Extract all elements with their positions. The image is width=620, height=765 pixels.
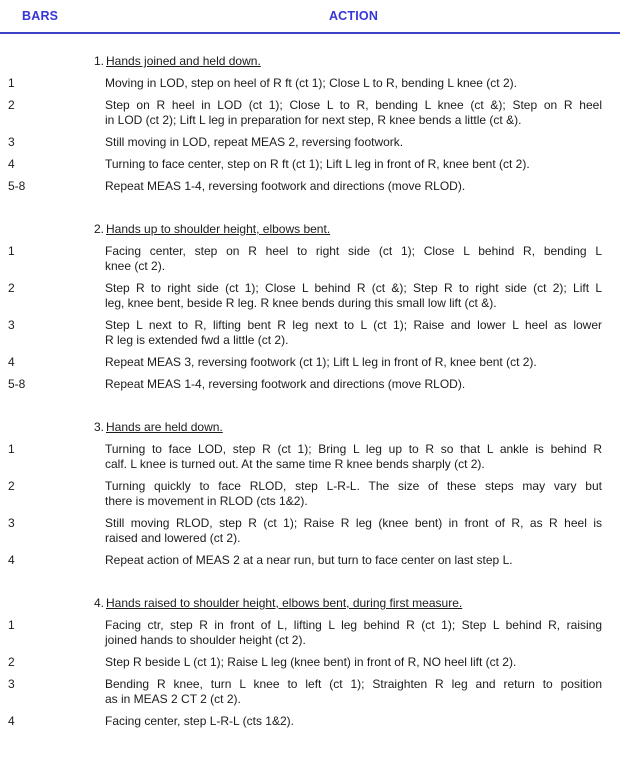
action-line: Turning quickly to face RLOD, step L-R-L. The size of these steps may vary but xyxy=(105,479,602,493)
sections-container xyxy=(0,54,620,729)
section-number: 4. xyxy=(94,596,105,610)
action-cell xyxy=(105,479,602,509)
bars-column-header: BARS xyxy=(22,9,59,23)
action-cell xyxy=(105,377,602,392)
measure-row xyxy=(0,76,620,91)
action-cell xyxy=(105,318,602,348)
section-header xyxy=(94,54,620,69)
action-line: Still moving RLOD, step R (ct 1); Raise R leg (knee bent) in front of R, as R heel is xyxy=(105,516,602,530)
action-line: Facing center, step L-R-L (cts 1&2). xyxy=(105,714,294,728)
action-line: leg, knee bent, beside R leg. R knee bends during this small low lift (ct &). xyxy=(105,296,497,310)
bars-cell: 1 xyxy=(8,618,15,632)
measure-row xyxy=(0,442,620,472)
section-header xyxy=(94,420,620,435)
action-line: calf. L knee is turned out. At the same time R knee bends sharply (ct 2). xyxy=(105,457,485,471)
action-line: Step L next to R, lifting bent R leg next to L (ct 1); Raise and lower L heel as lower xyxy=(105,318,602,332)
action-line: Facing ctr, step R in front of L, lifting L leg behind R (ct 1); Step L behind R, raising xyxy=(105,618,602,632)
table-header xyxy=(0,0,620,34)
action-cell xyxy=(105,442,602,472)
bars-cell: 4 xyxy=(8,157,15,171)
bars-cell: 3 xyxy=(8,516,15,530)
action-cell xyxy=(105,281,602,311)
section-rows xyxy=(0,442,620,568)
action-line: in LOD (ct 2); Lift L leg in preparation for next step, R knee bends a little (ct &). xyxy=(105,113,522,127)
section-rows xyxy=(0,244,620,392)
section-title: Hands raised to shoulder height, elbows bent, during first measure. xyxy=(106,596,463,610)
bars-cell: 2 xyxy=(8,655,15,669)
measure-row xyxy=(0,516,620,546)
bars-cell: 1 xyxy=(8,244,15,258)
section-number: 2. xyxy=(94,222,105,236)
action-line: knee (ct 2). xyxy=(105,259,166,273)
action-line: Repeat MEAS 1-4, reversing footwork and directions (move RLOD). xyxy=(105,377,466,391)
measure-row xyxy=(0,618,620,648)
bars-cell: 3 xyxy=(8,677,15,691)
bars-cell: 3 xyxy=(8,135,15,149)
action-column-header: ACTION xyxy=(328,9,379,23)
action-cell xyxy=(105,714,602,729)
action-line: Bending R knee, turn L knee to left (ct 1); Straighten R leg and return to position xyxy=(105,677,602,691)
action-line: Repeat action of MEAS 2 at a near run, but turn to face center on last step L. xyxy=(105,553,513,567)
action-cell xyxy=(105,655,602,670)
figure-section xyxy=(0,222,620,392)
section-number: 1. xyxy=(94,54,105,68)
measure-row xyxy=(0,377,620,392)
action-line: Facing center, step on R heel to right side (ct 1); Close L behind R, bending L xyxy=(105,244,602,258)
section-title: Hands joined and held down. xyxy=(106,54,261,68)
measure-row xyxy=(0,355,620,370)
bars-cell: 5-8 xyxy=(8,377,26,391)
action-line: Step R to right side (ct 1); Close L behind R (ct &); Step R to right side (ct 2); Lift L xyxy=(105,281,602,295)
action-line: Still moving in LOD, repeat MEAS 2, reversing footwork. xyxy=(105,135,404,149)
measure-row xyxy=(0,135,620,150)
measure-row xyxy=(0,479,620,509)
section-number: 3. xyxy=(94,420,105,434)
action-cell xyxy=(105,677,602,707)
measure-row xyxy=(0,714,620,729)
bars-cell: 1 xyxy=(8,76,15,90)
action-line: Turning to face LOD, step R (ct 1); Bring L leg up to R so that L ankle is behind R xyxy=(105,442,602,456)
action-line: there is movement in RLOD (cts 1&2). xyxy=(105,494,308,508)
action-line: Step on R heel in LOD (ct 1); Close L to R, bending L knee (ct &); Step on R heel xyxy=(105,98,602,112)
bars-cell: 1 xyxy=(8,442,15,456)
measure-row xyxy=(0,244,620,274)
measure-row xyxy=(0,655,620,670)
bars-cell: 4 xyxy=(8,553,15,567)
measure-row xyxy=(0,553,620,568)
action-cell xyxy=(105,553,602,568)
bars-cell: 5-8 xyxy=(8,179,26,193)
action-line: Repeat MEAS 3, reversing footwork (ct 1); Lift L leg in front of R, knee bent (ct 2). xyxy=(105,355,537,369)
action-cell xyxy=(105,618,602,648)
action-cell xyxy=(105,98,602,128)
section-rows xyxy=(0,76,620,194)
action-cell xyxy=(105,244,602,274)
section-rows xyxy=(0,618,620,729)
bars-cell: 2 xyxy=(8,479,15,493)
action-line: R leg is extended fwd a little (ct 2). xyxy=(105,333,289,347)
measure-row xyxy=(0,179,620,194)
action-line: raised and lowered (ct 2). xyxy=(105,531,241,545)
action-cell xyxy=(105,516,602,546)
action-line: Repeat MEAS 1-4, reversing footwork and directions (move RLOD). xyxy=(105,179,466,193)
action-line: joined hands to shoulder height (ct 2). xyxy=(105,633,306,647)
action-cell xyxy=(105,355,602,370)
action-cell xyxy=(105,135,602,150)
bars-cell: 2 xyxy=(8,281,15,295)
section-title: Hands are held down. xyxy=(106,420,223,434)
measure-row xyxy=(0,157,620,172)
action-cell xyxy=(105,179,602,194)
bars-cell: 3 xyxy=(8,318,15,332)
figure-section xyxy=(0,596,620,729)
action-line: as in MEAS 2 CT 2 (ct 2). xyxy=(105,692,241,706)
action-line: Moving in LOD, step on heel of R ft (ct 1); Close L to R, bending L knee (ct 2). xyxy=(105,76,517,90)
action-line: Step R beside L (ct 1); Raise L leg (knee bent) in front of R, NO heel lift (ct 2). xyxy=(105,655,517,669)
bars-cell: 2 xyxy=(8,98,15,112)
section-title: Hands up to shoulder height, elbows bent. xyxy=(106,222,331,236)
action-cell xyxy=(105,157,602,172)
measure-row xyxy=(0,318,620,348)
measure-row xyxy=(0,98,620,128)
bars-cell: 4 xyxy=(8,355,15,369)
action-cell xyxy=(105,76,602,91)
measure-row xyxy=(0,677,620,707)
section-header xyxy=(94,222,620,237)
action-line: Turning to face center, step on R ft (ct 1); Lift L leg in front of R, knee bent (ct 2). xyxy=(105,157,530,171)
measure-row xyxy=(0,281,620,311)
section-header xyxy=(94,596,620,611)
bars-cell: 4 xyxy=(8,714,15,728)
figure-section xyxy=(0,420,620,568)
figure-section xyxy=(0,54,620,194)
